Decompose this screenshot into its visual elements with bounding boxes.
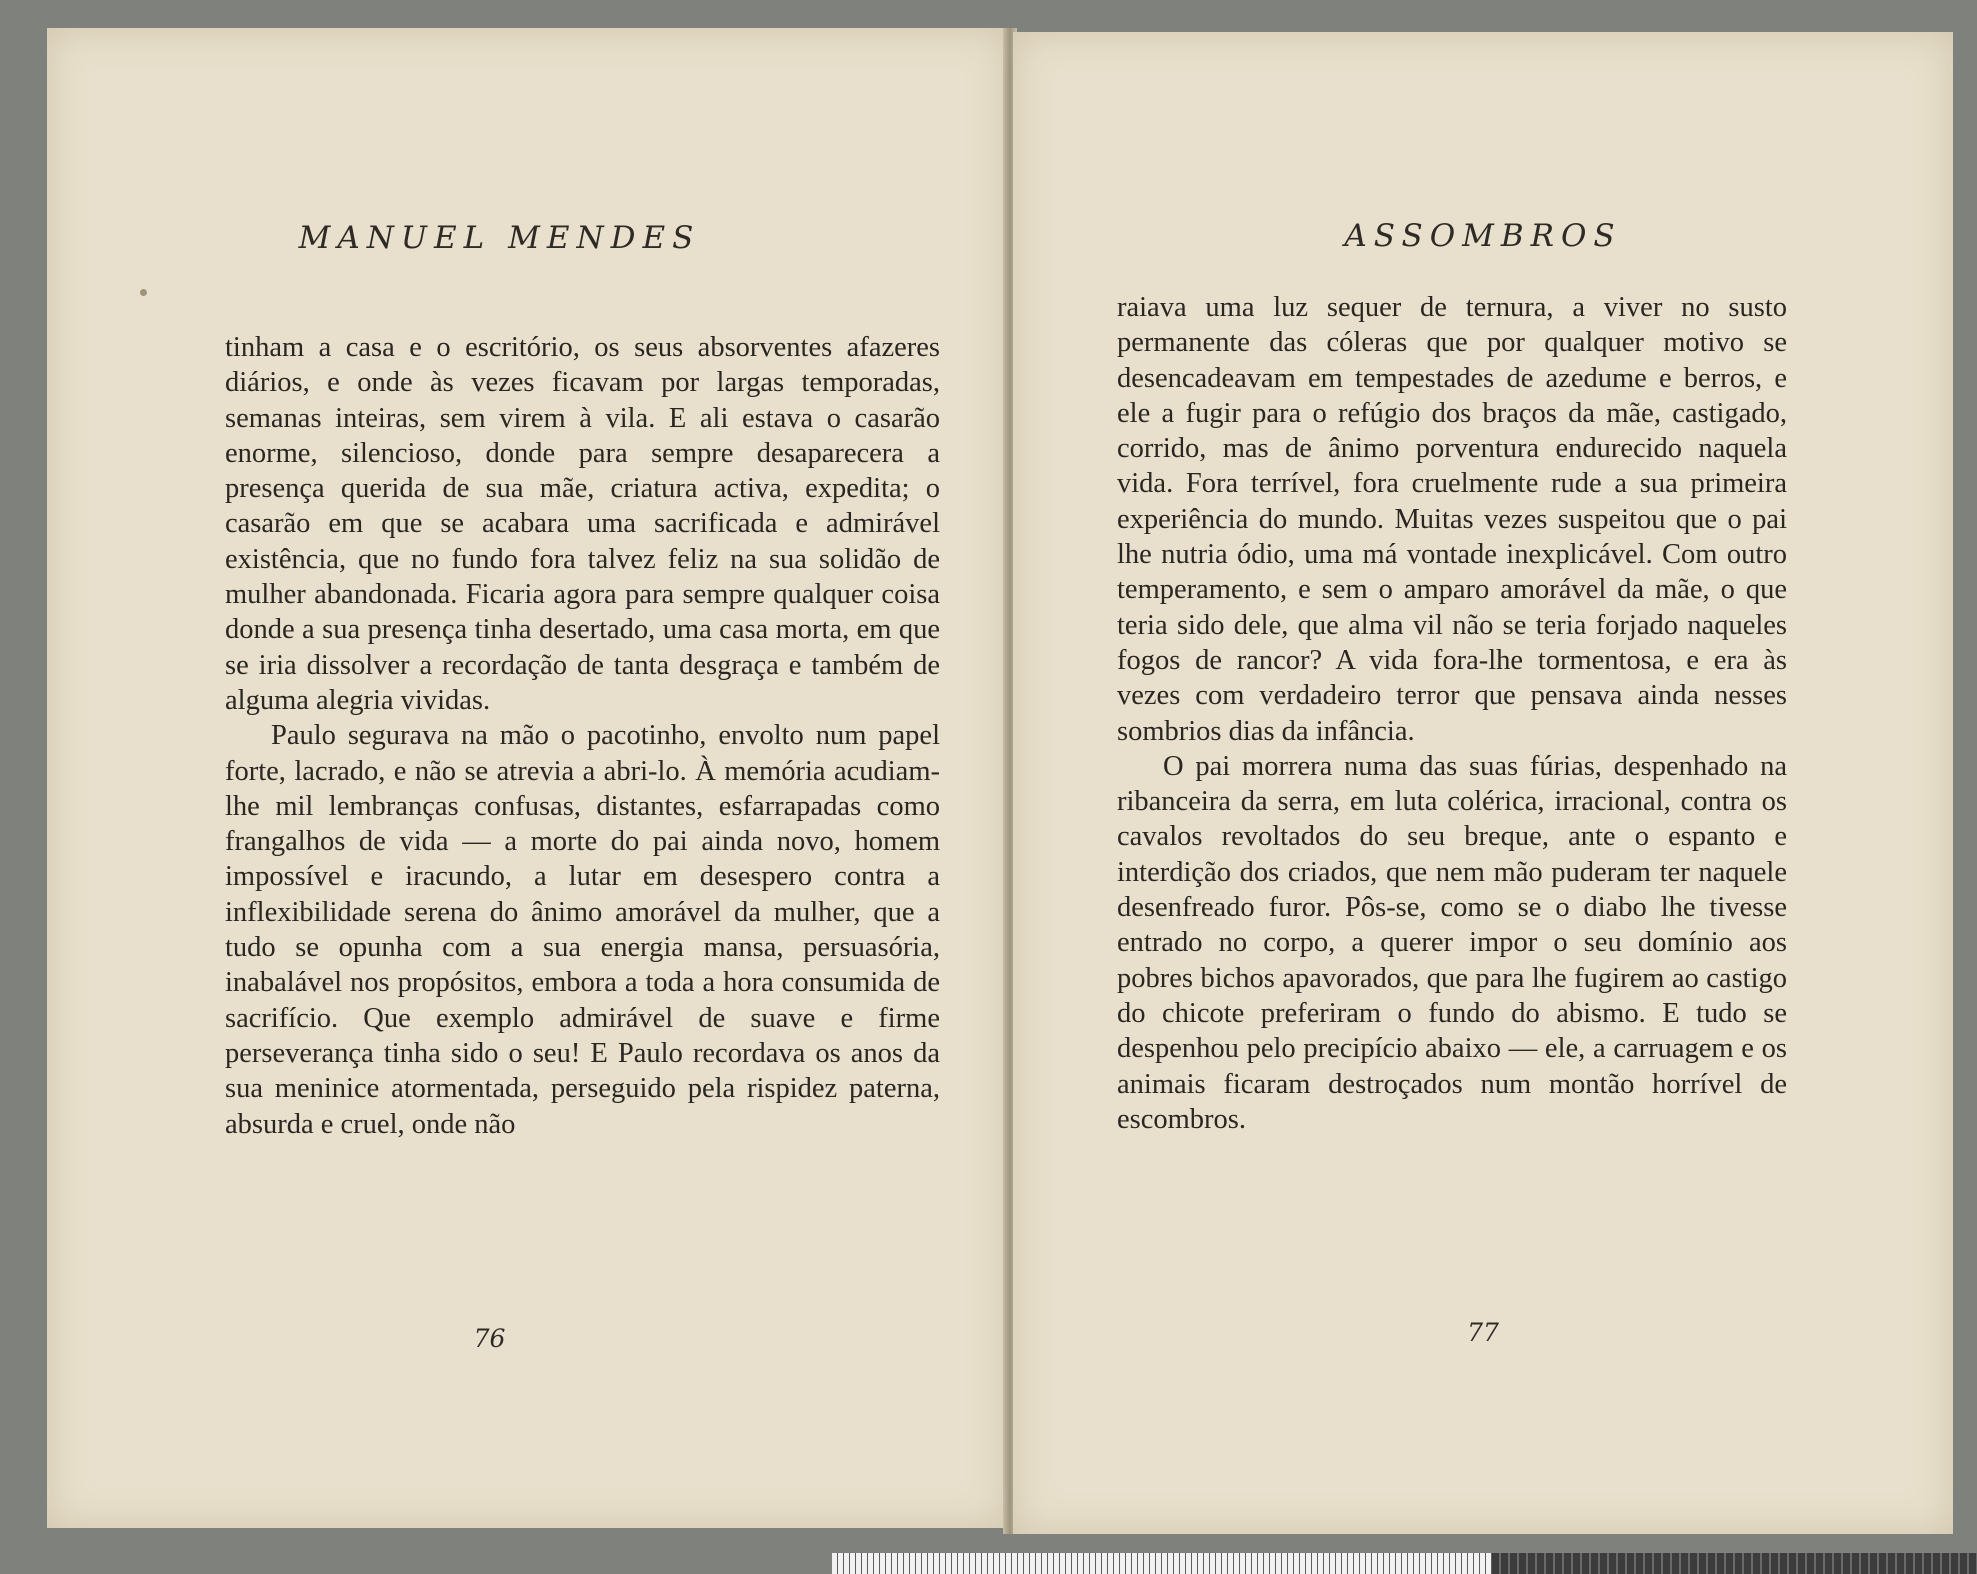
paragraph: tinham a casa e o escritório, os seus absorventes afazeres diários, e onde às vezes ficavam por largas temporadas, semanas inteiras, sem virem à vila. E ali estava o casarão enorme, silencioso, donde para sempre desaparecera a presença querida de sua mãe, criatura activa, expedita; o casarão em que se acabara uma sacrificada e admirável existência, que no fundo fora talvez feliz na sua solidão de mulher abandonada. Ficaria agora para sempre qualquer coisa donde a sua presença tinha desertado, uma casa morta, em que se iria dissolver a recordação de tanta desgraça e também de alguma alegria vividas. [225,332,940,716]
page-number-right: 77 [1467,1318,1499,1347]
scan-calibration-scale [832,1553,1977,1574]
running-header-author: MANUEL MENDES [298,220,701,256]
paragraph: raiava uma luz sequer de ternura, a viver no susto permanente das cóleras que por qualquer motivo se desencadeavam em tempestades de azedume e berros, e ele a fugir para o refúgio dos braços da mãe, castigado, corrido, mas de ânimo porventura endurecido naquela vida. Fora terrível, fora cruelmente rude a sua primeira experiência do mundo. Muitas vezes suspeitou que o pai lhe nutria ódio, uma má vontade inexplicável. Com outro temperamento, e sem o amparo amorável da mãe, o que teria sido dele, que alma vil não se teria forjado naqueles fogos de rancor? A vida fora-lhe tormentosa, e era às vezes com verdadeiro terror que pensava ainda nesses sombrios dias da infância. [1117,292,1787,747]
page-number-left: 76 [473,1324,506,1353]
right-page [1013,32,1953,1534]
right-page-text [1117,290,1787,1137]
paper-speck [140,289,147,296]
running-header-title: ASSOMBROS [1344,218,1622,254]
paragraph: Paulo segurava na mão o pacotinho, envolto num papel forte, lacrado, e não se atrevia a abri-lo. À memória acudiam-lhe mil lembranças confusas, distantes, esfarrapadas como frangalhos de vida — a morte do pai ainda novo, homem impossível e iracundo, a lutar em desespero contra a inflexibilidade serena do ânimo amorável da mulher, que a tudo se opunha com a sua energia mansa, persuasória, inabalável nos propósitos, embora a toda a hora consumida de sacrifício. Que exemplo admirável de suave e firme perseverança tinha sido o seu! E Paulo recordava os anos da sua meninice atormentada, perseguido pela rispidez paterna, absurda e cruel, onde não [225,720,940,1140]
left-page [47,28,1009,1528]
left-page-text [225,330,940,1142]
paragraph: O pai morrera numa das suas fúrias, despenhado na ribanceira da serra, em luta colérica, irracional, contra os cavalos revoltados do seu breque, ante o espanto e interdição dos criados, que nem mão puderam ter naquele desenfreado furor. Pôs-se, como se o diabo lhe tivesse entrado no corpo, a querer impor o seu domínio aos pobres bichos apavorados, que para lhe fugirem ao castigo do chicote preferiram o fundo do abismo. E tudo se despenhou pelo precipício abaixo — ele, a carruagem e os animais ficaram destroçados num montão horrível de escombros. [1117,750,1787,1135]
